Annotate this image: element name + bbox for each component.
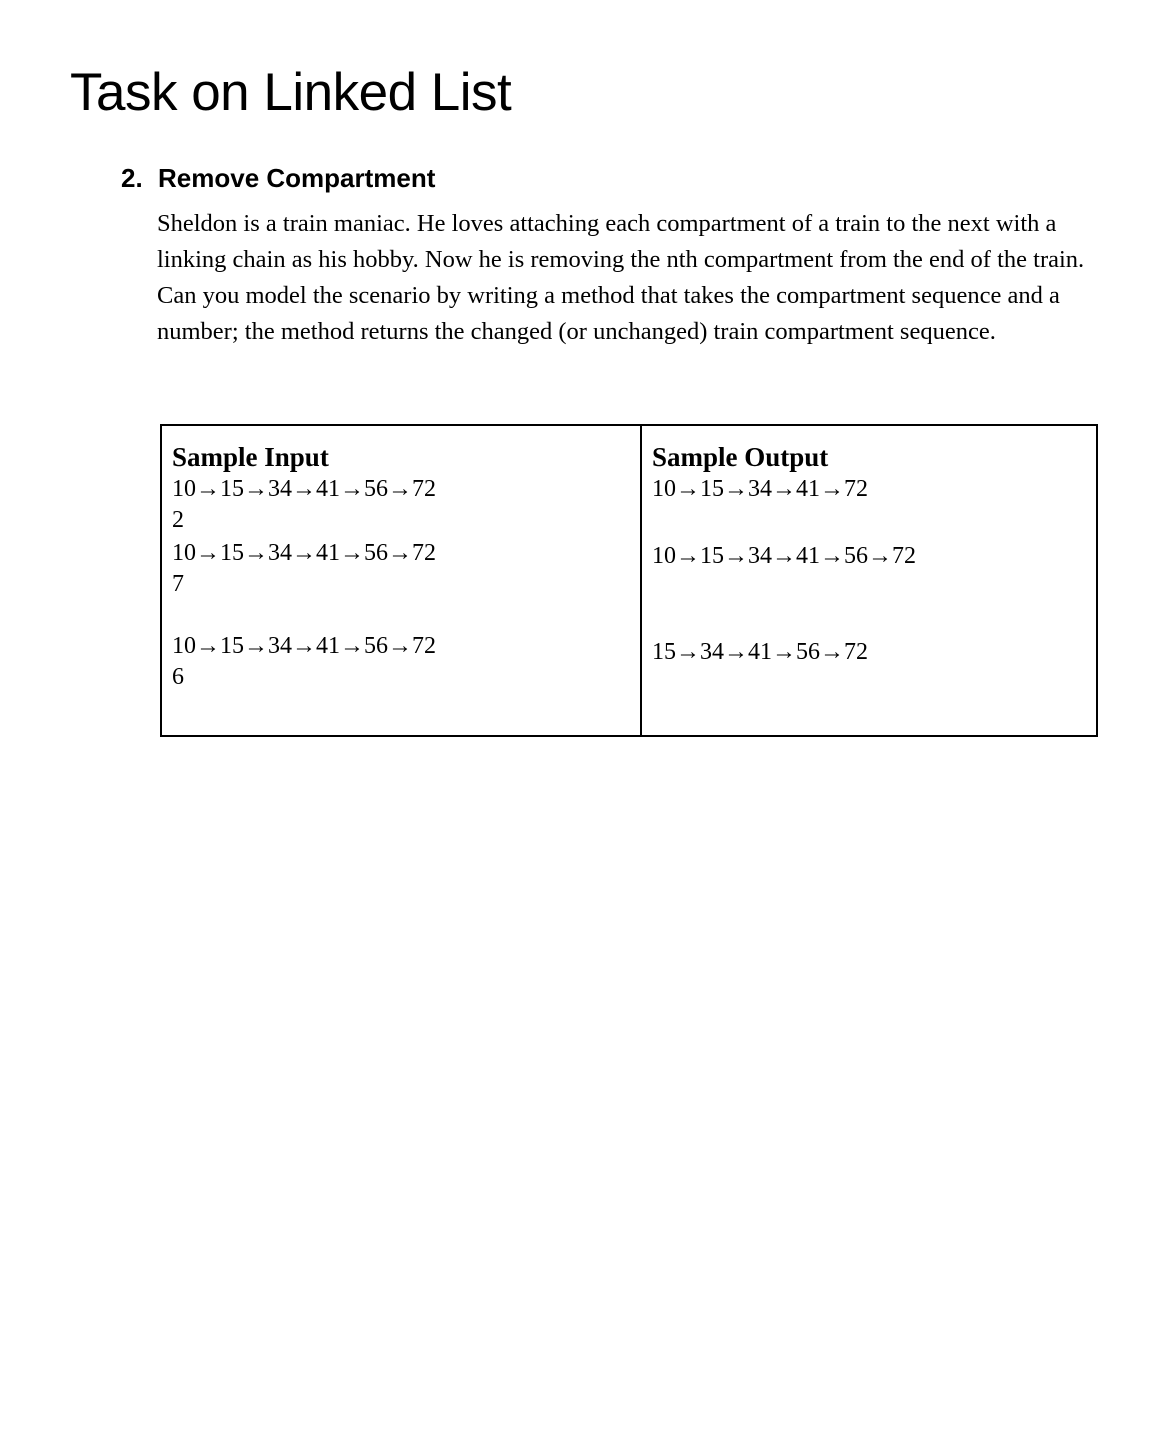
output-sequence: 15→34→41→56→72 xyxy=(652,639,868,665)
sample-input-header: Sample Input xyxy=(172,442,329,472)
section-heading-text: Remove Compartment xyxy=(158,163,436,193)
sample-input-cell xyxy=(161,425,641,736)
input-n: 2 xyxy=(172,507,184,533)
input-case xyxy=(172,631,630,724)
problem-description: Sheldon is a train maniac. He loves attaching each compartment of a train to the next with a linking chain as his hobby. Now he is removing the nth compartment from the end of the train. Can you model the scenario by writing a method that takes the compartment sequence and a number; the method returns the changed (or unchanged) train compartment sequence. xyxy=(157,210,1085,345)
section-heading xyxy=(121,160,435,196)
input-case xyxy=(172,474,630,538)
sample-table xyxy=(160,424,1098,737)
output-case xyxy=(652,474,1086,538)
sample-table-row xyxy=(161,425,1097,736)
input-sequence: 10→15→34→41→56→72 xyxy=(172,540,436,566)
sample-output-header: Sample Output xyxy=(652,442,829,472)
input-sequence: 10→15→34→41→56→72 xyxy=(172,476,436,502)
input-n: 6 xyxy=(172,664,184,690)
output-case xyxy=(652,538,1086,634)
output-case xyxy=(652,634,1086,730)
output-sequence: 10→15→34→41→56→72 xyxy=(652,543,916,569)
input-n: 7 xyxy=(172,571,184,597)
input-sequence: 10→15→34→41→56→72 xyxy=(172,633,436,659)
input-case xyxy=(172,538,630,631)
section-number: 2. xyxy=(121,163,143,193)
output-sequence: 10→15→34→41→72 xyxy=(652,476,868,502)
page-title: Task on Linked List xyxy=(70,63,512,122)
sample-output-cell xyxy=(641,425,1097,736)
